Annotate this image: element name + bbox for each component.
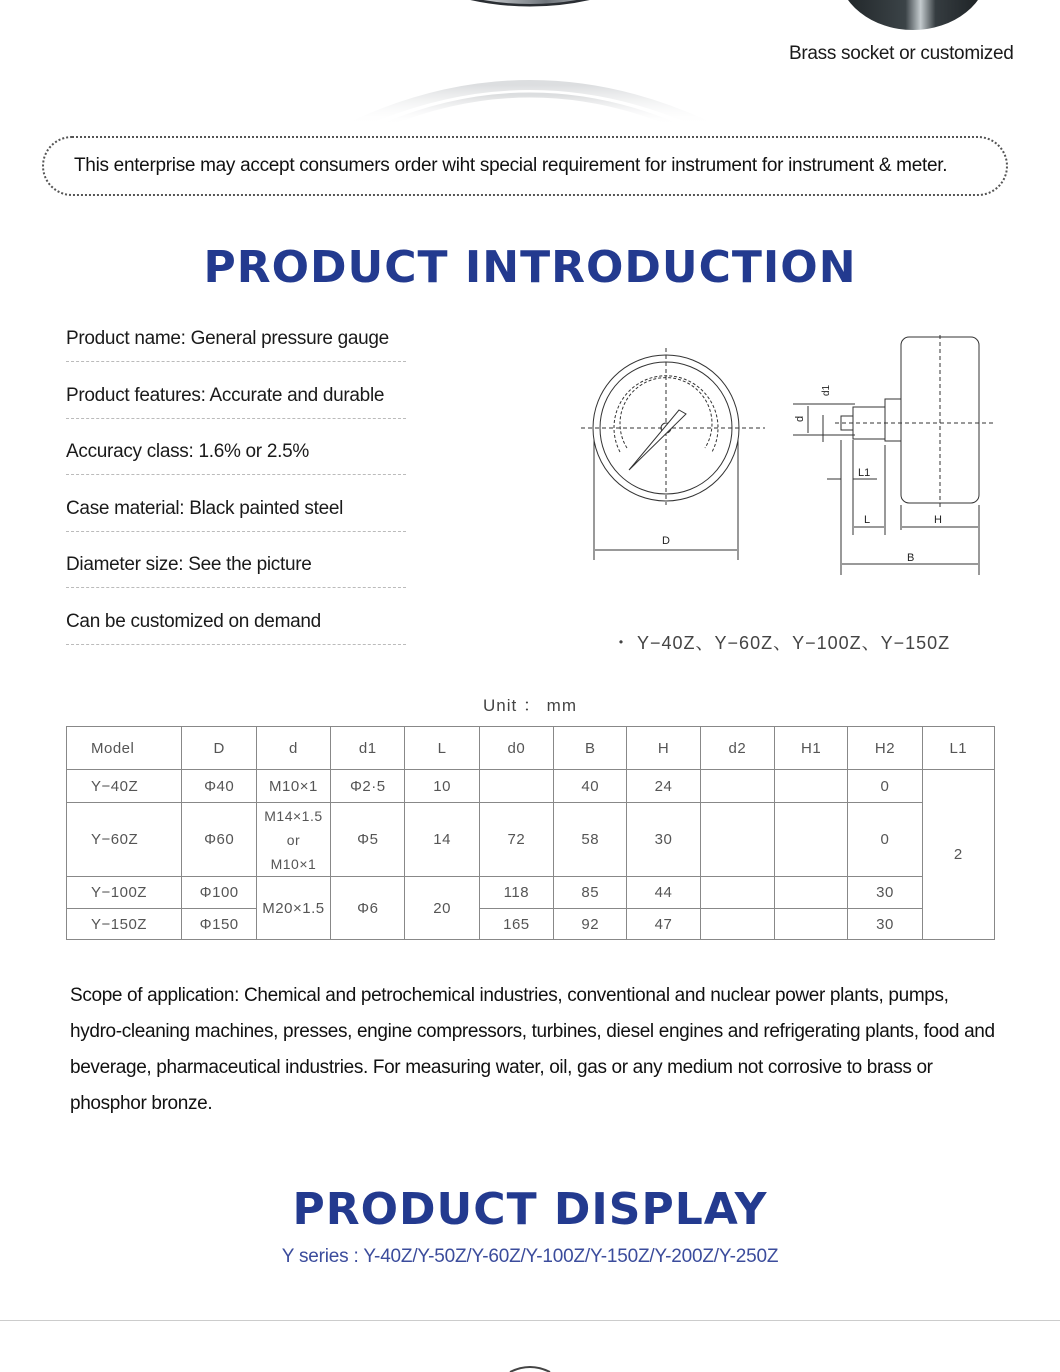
spec-item — [66, 381, 406, 438]
col-header: D — [182, 727, 256, 770]
spec-item — [66, 550, 406, 607]
cell-H1 — [774, 770, 847, 803]
cell-d2 — [700, 909, 774, 940]
table-row — [67, 909, 995, 940]
col-header: L — [405, 727, 479, 770]
cell-model: Y−100Z — [67, 877, 182, 909]
col-header: Model — [67, 727, 182, 770]
divider — [66, 587, 406, 588]
spec-label: Accuracy class: 1.6% or 2.5% — [66, 441, 309, 462]
col-header: H — [627, 727, 700, 770]
label-B: B — [907, 552, 915, 564]
cell-d1-merged: Φ6 — [331, 877, 405, 940]
cell-D: Φ150 — [182, 909, 256, 940]
cell-H2: 0 — [848, 803, 922, 877]
next-image-edge — [505, 1360, 555, 1372]
cell-L: 10 — [405, 770, 479, 803]
divider — [66, 418, 406, 419]
cell-H: 44 — [627, 877, 700, 909]
cell-L-merged: 20 — [405, 877, 479, 940]
spec-label: Product features: Accurate and durable — [66, 384, 385, 406]
spec-item — [66, 494, 406, 551]
table-row — [67, 803, 995, 877]
cell-H: 24 — [627, 770, 700, 803]
cell-D: Φ100 — [182, 877, 256, 909]
divider — [66, 361, 406, 362]
cell-H2: 30 — [848, 877, 922, 909]
cell-d1: Φ5 — [331, 803, 405, 877]
cell-d-merged: M20×1.5 — [256, 877, 330, 940]
table-row — [67, 770, 995, 803]
cell-d0: 72 — [479, 803, 553, 877]
table-header-row — [67, 727, 995, 770]
cell-d-line: M14×1.5 — [264, 807, 323, 824]
front-view — [581, 348, 765, 560]
product-display-title: PRODUCT DISPLAY — [292, 1184, 768, 1235]
divider — [66, 531, 406, 532]
spec-label: Diameter size: See the picture — [66, 554, 312, 575]
cell-L: 14 — [405, 803, 479, 877]
spec-list — [66, 324, 406, 663]
cell-d0 — [479, 770, 553, 803]
socket-caption: Brass socket or customized — [789, 43, 1014, 64]
cell-d0: 165 — [479, 909, 553, 940]
cell-D: Φ60 — [182, 803, 256, 877]
cell-H: 30 — [627, 803, 700, 877]
gauge-reflection-image — [345, 55, 715, 125]
cell-model: Y−150Z — [67, 909, 182, 940]
cell-B: 85 — [554, 877, 627, 909]
cell-model: Y−40Z — [67, 770, 182, 803]
cell-L1-merged: 2 — [922, 770, 994, 940]
cell-d: M10×1 — [256, 770, 330, 803]
diagram-models: ・ Y−40Z、Y−60Z、Y−100Z、Y−150Z — [612, 633, 951, 653]
cell-H2: 0 — [848, 770, 922, 803]
cell-B: 40 — [554, 770, 627, 803]
cell-d2 — [700, 877, 774, 909]
label-d1: d1 — [821, 384, 832, 396]
col-header: d2 — [700, 727, 774, 770]
label-D: D — [662, 535, 670, 547]
spec-item — [66, 437, 406, 494]
col-header: d — [256, 727, 330, 770]
label-d: d — [794, 415, 806, 422]
col-header: H1 — [774, 727, 847, 770]
spec-label: Can be customized on demand — [66, 610, 321, 632]
spec-item — [66, 324, 406, 381]
table-row — [67, 877, 995, 909]
col-header: H2 — [848, 727, 922, 770]
label-L: L — [864, 514, 871, 526]
col-header: d1 — [331, 727, 405, 770]
gauge-dimension-diagram — [575, 330, 995, 590]
series-list: Y series : Y-40Z/Y-50Z/Y-60Z/Y-100Z/Y-150Z/Y-200Z/Y-250Z — [281, 1246, 779, 1267]
gauge-ring-image — [330, 0, 730, 10]
label-L1: L1 — [858, 467, 871, 479]
label-H: H — [934, 514, 942, 526]
scope-of-application: Scope of application: Chemical and petrochemical industries, conventional and nuclear power plants, pumps, hydro-cleaning machines, presses, engine compressors, turbines, diesel engines and refrigerating plants, food and beverage, pharmaceutical industries. For measuring water, oil, gas or any medium not corrosive to brass or phosphor bronze. — [70, 985, 995, 1114]
cell-H2: 30 — [848, 909, 922, 940]
cell-d-line: M10×1 — [270, 855, 317, 872]
unit-label: Unit ： mm — [483, 696, 577, 715]
col-header: L1 — [922, 727, 994, 770]
cell-H1 — [774, 909, 847, 940]
spec-label: Case material: Black painted steel — [66, 497, 344, 519]
cell-d2 — [700, 770, 774, 803]
side-view — [793, 335, 993, 575]
col-header: d0 — [479, 727, 553, 770]
divider — [66, 474, 406, 475]
cell-model: Y−60Z — [67, 803, 182, 877]
cell-d — [256, 803, 330, 877]
cell-D: Φ40 — [182, 770, 256, 803]
custom-order-notice — [42, 136, 1008, 196]
spec-item — [66, 607, 406, 664]
spec-label: Product name: General pressure gauge — [66, 328, 389, 349]
col-header: B — [554, 727, 627, 770]
cell-B: 58 — [554, 803, 627, 877]
cell-H1 — [774, 803, 847, 877]
cell-d-line: or — [286, 831, 301, 848]
cell-B: 92 — [554, 909, 627, 940]
section-divider — [0, 1320, 1060, 1321]
cell-d0: 118 — [479, 877, 553, 909]
cell-H: 47 — [627, 909, 700, 940]
cell-d2 — [700, 803, 774, 877]
brass-socket-image — [838, 0, 988, 32]
cell-d1: Φ2·5 — [331, 770, 405, 803]
divider — [66, 644, 406, 645]
cell-H1 — [774, 877, 847, 909]
product-introduction-title: PRODUCT INTRODUCTION — [203, 242, 857, 293]
dimension-table — [66, 726, 995, 940]
notice-text: This enterprise may accept consumers order wiht special requirement for instrument for instrument & meter. — [74, 155, 948, 176]
